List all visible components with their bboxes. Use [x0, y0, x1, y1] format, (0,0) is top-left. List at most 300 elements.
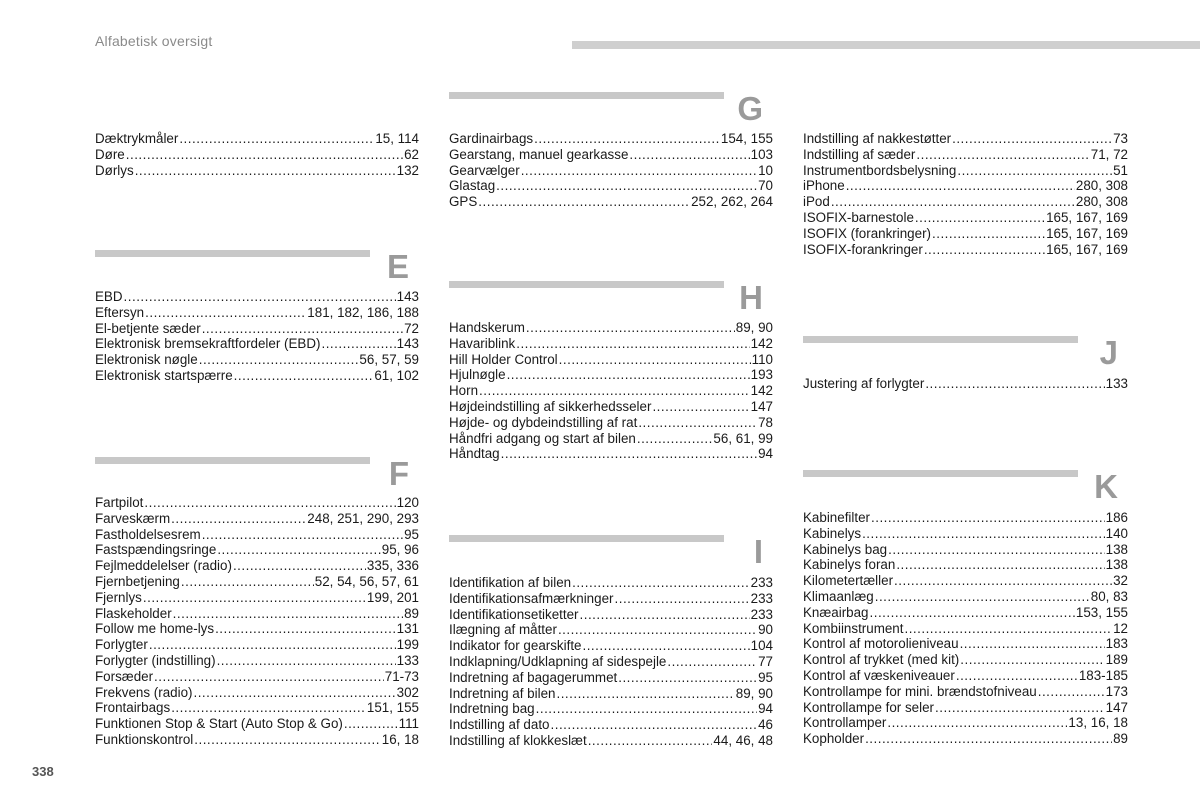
- dot-leader: [516, 336, 749, 352]
- index-page-numbers: 252, 262, 264: [691, 194, 773, 210]
- index-entry: [95, 621, 419, 637]
- index-term: Havariblink: [449, 335, 516, 351]
- index-page-numbers: 95: [404, 526, 419, 542]
- index-term: Horn: [449, 383, 479, 399]
- index-page-numbers: 12: [1113, 620, 1128, 636]
- index-page-numbers: 199: [396, 637, 419, 653]
- index-term: Fastspændingsringe: [95, 542, 217, 558]
- index-term: Hjulnøgle: [449, 367, 506, 383]
- index-page-numbers: 189: [1105, 652, 1128, 668]
- index-term: Højde- og dybdeindstilling af rat: [449, 414, 638, 430]
- index-page-numbers: 103: [750, 146, 773, 162]
- entry-list: [449, 131, 773, 210]
- dot-leader: [193, 685, 395, 701]
- index-entry: [803, 178, 1128, 194]
- dot-leader: [871, 510, 1105, 526]
- index-entry: [95, 542, 419, 558]
- index-page-numbers: 95, 96: [381, 542, 419, 558]
- index-page-numbers: 70: [758, 178, 773, 194]
- dot-leader: [202, 321, 403, 337]
- dot-leader: [536, 701, 757, 717]
- index-entry: [449, 701, 773, 717]
- dot-leader: [479, 383, 750, 399]
- index-entry: [449, 336, 773, 352]
- dot-leader: [126, 147, 403, 163]
- index-entry: [95, 305, 419, 321]
- index-term: ISOFIX (forankringer): [803, 225, 931, 241]
- index-page-numbers: 131: [396, 621, 419, 637]
- index-entry: [449, 131, 773, 147]
- index-page-numbers: 140: [1105, 525, 1128, 541]
- index-entry: [803, 510, 1128, 526]
- index-term: Justering af forlygter: [803, 376, 925, 391]
- index-page-numbers: 280, 308: [1075, 194, 1128, 210]
- letter-bar: [449, 92, 724, 99]
- index-entry: [803, 652, 1128, 668]
- index-entry: [449, 607, 773, 623]
- index-term: Forlygter (indstilling): [95, 652, 216, 668]
- dot-leader: [534, 131, 720, 147]
- index-entry: [95, 716, 419, 732]
- index-entry: [449, 178, 773, 194]
- index-entry: [803, 700, 1128, 716]
- index-term: Fjernlys: [95, 589, 142, 605]
- dot-leader: [960, 652, 1104, 668]
- dot-leader: [904, 621, 1112, 637]
- index-entry: [803, 210, 1128, 226]
- dot-leader: [217, 542, 380, 558]
- index-term: Døre: [95, 146, 125, 162]
- index-page-numbers: 16, 18: [381, 731, 419, 747]
- index-entry: [803, 684, 1128, 700]
- index-term: Indstilling af klokkeslæt: [449, 732, 587, 748]
- index-page-numbers: 110: [751, 351, 773, 367]
- dot-leader: [234, 368, 374, 384]
- index-term: Follow me home-lys: [95, 621, 215, 637]
- index-entry: [449, 367, 773, 383]
- dot-leader: [915, 210, 1045, 226]
- dot-leader: [572, 575, 750, 591]
- index-term: Hill Holder Control: [449, 351, 558, 367]
- index-page-numbers: 133: [1105, 376, 1128, 391]
- index-entry: [449, 686, 773, 702]
- index-term: Handskerum: [449, 320, 525, 335]
- index-entry: [449, 575, 773, 591]
- index-term: Ilægning af måtter: [449, 622, 557, 638]
- index-term: Håndtag: [449, 446, 500, 462]
- index-entry: [449, 320, 773, 336]
- index-page-numbers: 186: [1105, 510, 1128, 525]
- index-entry: [449, 638, 773, 654]
- index-page-numbers: 133: [396, 652, 419, 668]
- index-entry: [95, 606, 419, 622]
- index-page-numbers: 61, 102: [374, 367, 419, 383]
- dot-leader: [507, 367, 750, 383]
- dot-leader: [171, 700, 366, 716]
- dot-leader: [344, 716, 398, 732]
- index-page-numbers: 280, 308: [1075, 178, 1128, 194]
- dot-leader: [233, 558, 366, 574]
- dot-leader: [135, 163, 396, 179]
- index-term: Kontrol af væskeniveauer: [803, 667, 955, 683]
- letter-bar: [803, 336, 1078, 343]
- index-entry: [803, 376, 1128, 392]
- index-term: GPS: [449, 194, 478, 210]
- index-page-numbers: 52, 54, 56, 57, 61: [314, 573, 419, 589]
- index-entry: [803, 589, 1128, 605]
- index-page-numbers: 183: [1105, 636, 1128, 652]
- index-term: Indstilling af dato: [449, 717, 550, 733]
- dot-leader: [145, 305, 306, 321]
- index-page-numbers: 89, 90: [735, 685, 773, 701]
- index-page-numbers: 233: [750, 590, 773, 606]
- index-term: Håndfri adgang og start af bilen: [449, 430, 636, 446]
- index-entry: [449, 163, 773, 179]
- index-entry: [803, 731, 1128, 747]
- index-page-numbers: 142: [750, 383, 773, 399]
- index-term: Indikator for gearskifte: [449, 638, 582, 654]
- index-term: Elektronisk bremsekraftfordeler (EBD): [95, 336, 321, 352]
- index-entry: [803, 131, 1128, 147]
- index-page-numbers: 181, 182, 186, 188: [307, 304, 419, 320]
- index-page-numbers: 104: [750, 638, 773, 654]
- index-term: Kontrol af motorolieniveau: [803, 636, 959, 652]
- index-entry: [449, 654, 773, 670]
- dot-leader: [181, 574, 314, 590]
- index-entry: [95, 669, 419, 685]
- index-page-numbers: 151, 155: [366, 700, 419, 716]
- index-entry: [95, 147, 419, 163]
- index-entry: [95, 527, 419, 543]
- index-page-numbers: 143: [396, 289, 419, 304]
- index-entry: [449, 591, 773, 607]
- dot-leader: [144, 495, 395, 511]
- index-term: Kontrollampe for seler: [803, 699, 934, 715]
- index-entry: [803, 526, 1128, 542]
- index-term: Identifikationsafmærkninger: [449, 590, 614, 606]
- dot-leader: [194, 732, 381, 748]
- dot-leader: [887, 715, 1067, 731]
- dot-leader: [179, 131, 374, 147]
- index-term: Elektronisk startspærre: [95, 367, 233, 383]
- index-page-numbers: 15, 114: [375, 131, 419, 146]
- index-page-numbers: 44, 46, 48: [713, 732, 773, 748]
- index-term: Gardinairbags: [449, 131, 534, 146]
- index-entry: [803, 542, 1128, 558]
- index-term: Flaskeholder: [95, 605, 172, 621]
- dot-leader: [894, 573, 1112, 589]
- index-page-numbers: 111: [398, 716, 419, 732]
- dot-leader: [143, 590, 366, 606]
- entry-list: [803, 376, 1128, 392]
- index-page-numbers: 77: [758, 653, 773, 669]
- entry-list: [95, 495, 419, 748]
- dot-leader: [551, 717, 758, 733]
- dot-leader: [652, 399, 749, 415]
- index-entry: [449, 415, 773, 431]
- index-term: Dørlys: [95, 162, 134, 178]
- index-page-numbers: 13, 16, 18: [1068, 715, 1128, 731]
- index-term: Kabinefilter: [803, 510, 870, 525]
- index-entry: [803, 668, 1128, 684]
- index-term: Klimaanlæg: [803, 588, 874, 604]
- index-term: iPod: [803, 194, 830, 210]
- index-page-numbers: 89, 90: [735, 320, 773, 335]
- index-page-numbers: 120: [396, 495, 419, 510]
- section-letter: I: [753, 533, 763, 570]
- index-page-numbers: 147: [1105, 699, 1128, 715]
- index-page-numbers: 335, 336: [366, 558, 419, 574]
- index-entry: [95, 511, 419, 527]
- dot-leader: [199, 352, 359, 368]
- index-page-numbers: 10: [758, 162, 773, 178]
- index-term: Kontrol af trykket (med kit): [803, 652, 960, 668]
- entry-list: [449, 575, 773, 749]
- index-page-numbers: 78: [758, 414, 773, 430]
- index-page-numbers: 71, 72: [1090, 146, 1128, 162]
- index-entry: [95, 368, 419, 384]
- index-term: ISOFIX-barnestole: [803, 209, 914, 225]
- dot-leader: [932, 226, 1045, 242]
- index-entry: [449, 670, 773, 686]
- entry-list: [449, 320, 773, 462]
- dot-leader: [924, 242, 1045, 258]
- dot-leader: [888, 542, 1105, 558]
- section-letter: G: [737, 90, 763, 127]
- index-entry: [803, 194, 1128, 210]
- dot-leader: [960, 636, 1105, 652]
- index-entry: [95, 685, 419, 701]
- letter-bar: [449, 281, 724, 288]
- index-term: Dæktrykmåler: [95, 131, 179, 146]
- index-page-numbers: 95: [758, 669, 773, 685]
- dot-leader: [558, 622, 757, 638]
- index-term: Indretning bag: [449, 701, 535, 717]
- index-term: Indstilling af sæder: [803, 146, 916, 162]
- index-page-numbers: 138: [1105, 541, 1128, 557]
- index-page-numbers: 193: [750, 367, 773, 383]
- index-entry: [803, 226, 1128, 242]
- dot-leader: [667, 654, 757, 670]
- index-entry: [803, 147, 1128, 163]
- index-page-numbers: 165, 167, 169: [1046, 225, 1128, 241]
- index-term: Gearstang, manuel gearkasse: [449, 146, 629, 162]
- index-page-numbers: 233: [750, 606, 773, 622]
- index-page-numbers: 165, 167, 169: [1046, 241, 1128, 257]
- dot-leader: [638, 415, 757, 431]
- section-letter: J: [1099, 334, 1118, 371]
- index-entry: [95, 495, 419, 511]
- index-entry: [95, 732, 419, 748]
- index-entry: [95, 352, 419, 368]
- index-term: Eftersyn: [95, 304, 145, 320]
- dot-leader: [496, 178, 757, 194]
- index-term: Kilometertæller: [803, 573, 894, 589]
- dot-leader: [171, 511, 306, 527]
- index-page-numbers: 72: [404, 320, 419, 336]
- section-letter: H: [739, 279, 763, 316]
- index-page-numbers: 302: [396, 684, 419, 700]
- index-term: Farveskærm: [95, 510, 171, 526]
- index-term: Identifikation af bilen: [449, 575, 572, 590]
- index-entry: [803, 557, 1128, 573]
- dot-leader: [916, 147, 1089, 163]
- index-page-numbers: 147: [750, 398, 773, 414]
- index-term: Funktionskontrol: [95, 731, 194, 747]
- index-page-numbers: 56, 57, 59: [359, 352, 419, 368]
- section-letter: K: [1094, 468, 1118, 505]
- entry-list: [803, 510, 1128, 747]
- index-term: iPhone: [803, 178, 845, 194]
- index-term: ISOFIX-forankringer: [803, 241, 923, 257]
- index-entry: [803, 715, 1128, 731]
- page-number: 338: [32, 764, 54, 779]
- index-page-numbers: 199, 201: [366, 589, 419, 605]
- dot-leader: [478, 194, 690, 210]
- index-term: Kombiinstrument: [803, 620, 904, 636]
- index-page-numbers: 248, 251, 290, 293: [307, 510, 419, 526]
- index-entry: [449, 717, 773, 733]
- index-term: Indklapning/Udklapning af sidespejle: [449, 653, 667, 669]
- index-page-numbers: 80, 83: [1090, 588, 1128, 604]
- index-entry: [95, 653, 419, 669]
- section-letter: F: [388, 455, 409, 492]
- dot-leader: [124, 289, 396, 305]
- entry-list: [95, 289, 419, 384]
- index-page-numbers: 142: [750, 335, 773, 351]
- dot-leader: [615, 591, 750, 607]
- index-entry: [449, 622, 773, 638]
- index-term: Forsæder: [95, 668, 154, 684]
- index-page-numbers: 153, 155: [1075, 604, 1128, 620]
- dot-leader: [952, 131, 1112, 147]
- dot-leader: [629, 147, 749, 163]
- index-page-numbers: 71-73: [384, 668, 419, 684]
- index-page-numbers: 183-185: [1078, 667, 1128, 683]
- dot-leader: [521, 163, 757, 179]
- dot-leader: [215, 621, 396, 637]
- dot-leader: [618, 670, 757, 686]
- index-entry: [95, 637, 419, 653]
- index-entry: [95, 700, 419, 716]
- letter-bar: [95, 250, 370, 257]
- index-term: Indretning af bagagerummet: [449, 669, 618, 685]
- index-page-numbers: 154, 155: [720, 131, 773, 146]
- index-term: Forlygter: [95, 637, 148, 653]
- entry-list: [95, 131, 419, 178]
- dot-leader: [501, 446, 757, 462]
- dot-leader: [559, 352, 751, 368]
- index-entry: [449, 399, 773, 415]
- letter-bar: [803, 470, 1078, 477]
- index-term: Kopholder: [803, 731, 865, 747]
- index-term: Funktionen Stop & Start (Auto Stop & Go): [95, 716, 343, 732]
- index-term: Instrumentbordsbelysning: [803, 162, 957, 178]
- index-term: Kabinelys foran: [803, 557, 896, 573]
- letter-bar: [449, 535, 724, 542]
- dot-leader: [1038, 684, 1105, 700]
- index-term: Fastholdelsesrem: [95, 526, 201, 542]
- index-entry: [449, 147, 773, 163]
- dot-leader: [154, 669, 384, 685]
- dot-leader: [217, 653, 396, 669]
- index-term: Kabinelys bag: [803, 541, 888, 557]
- index-page-numbers: 51: [1113, 162, 1128, 178]
- index-entry: [95, 558, 419, 574]
- index-entry: [803, 573, 1128, 589]
- index-page-numbers: 73: [1113, 131, 1128, 146]
- index-entry: [449, 194, 773, 210]
- index-term: Gearvælger: [449, 162, 520, 178]
- index-entry: [449, 446, 773, 462]
- index-term: El-betjente sæder: [95, 320, 201, 336]
- dot-leader: [637, 431, 713, 447]
- index-term: Kabinelys: [803, 525, 862, 541]
- index-term: Højdeindstilling af sikkerhedsseler: [449, 398, 652, 414]
- index-page-numbers: 62: [404, 146, 419, 162]
- dot-leader: [957, 163, 1112, 179]
- index-entry: [95, 590, 419, 606]
- index-entry: [449, 352, 773, 368]
- dot-leader: [831, 194, 1075, 210]
- index-page-numbers: 94: [758, 446, 773, 462]
- index-page-numbers: 89: [404, 605, 419, 621]
- dot-leader: [935, 700, 1105, 716]
- index-entry: [95, 289, 419, 305]
- index-term: Fartpilot: [95, 495, 144, 510]
- index-page-numbers: 90: [758, 622, 773, 638]
- index-term: Frontairbags: [95, 700, 171, 716]
- index-page-numbers: 138: [1105, 557, 1128, 573]
- dot-leader: [875, 589, 1090, 605]
- index-term: Indstilling af nakkestøtter: [803, 131, 952, 146]
- dot-leader: [896, 557, 1104, 573]
- index-term: Knæairbag: [803, 604, 869, 620]
- dot-leader: [846, 178, 1075, 194]
- dot-leader: [149, 637, 396, 653]
- index-term: EBD: [95, 289, 123, 304]
- index-entry: [803, 242, 1128, 258]
- index-page-numbers: 89: [1113, 731, 1128, 747]
- dot-leader: [526, 320, 735, 336]
- page-header-title: Alfabetisk oversigt: [95, 33, 213, 49]
- index-entry: [449, 733, 773, 749]
- dot-leader: [870, 605, 1075, 621]
- dot-leader: [588, 733, 713, 749]
- index-page-numbers: 32: [1113, 573, 1128, 589]
- index-entry: [449, 431, 773, 447]
- dot-leader: [202, 527, 403, 543]
- dot-leader: [556, 686, 734, 702]
- index-entry: [95, 131, 419, 147]
- index-entry: [803, 605, 1128, 621]
- header-rule: [572, 41, 1200, 49]
- letter-bar: [95, 457, 370, 464]
- index-term: Elektronisk nøgle: [95, 352, 198, 368]
- index-entry: [449, 383, 773, 399]
- index-term: Kontrollampe for mini. brændstofniveau: [803, 683, 1037, 699]
- dot-leader: [956, 668, 1078, 684]
- index-page-numbers: 233: [750, 575, 773, 590]
- index-page-numbers: 46: [758, 717, 773, 733]
- index-term: Glastag: [449, 178, 496, 194]
- index-term: Indretning af bilen: [449, 685, 556, 701]
- index-entry: [803, 621, 1128, 637]
- section-letter: E: [386, 248, 409, 285]
- index-term: Frekvens (radio): [95, 684, 193, 700]
- index-term: Fjernbetjening: [95, 573, 180, 589]
- index-term: Fejlmeddelelser (radio): [95, 558, 232, 574]
